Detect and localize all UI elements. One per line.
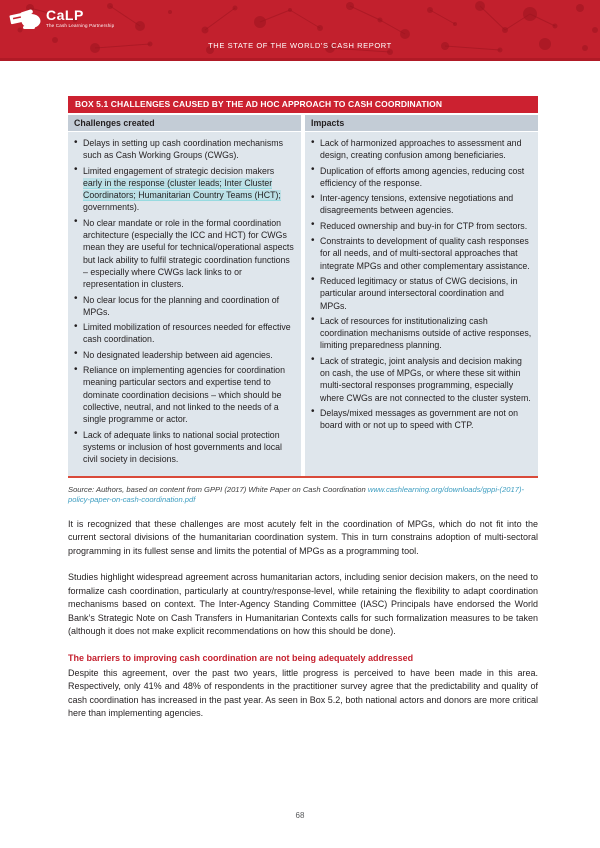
bullet-item: • Constraints to development of quality cash responses for all needs, and of multi-sectoral approaches that integrate MPGs and other complementary assistance. [309, 235, 532, 272]
bullet-item: • Lack of adequate links to national social protection systems or inclusion of host governments and local civil society in decisions. [72, 429, 295, 466]
logo-wordmark: CaLP [46, 7, 84, 23]
source-link[interactable]: www.cashlearning.org/downloads/gppi-(2017)-policy-paper-on-cash-coordination.pdf [68, 485, 525, 505]
paragraph-3: Despite this agreement, over the past two years, little progress is perceived to have been made in this area. Respectively, only 41% and 48% of respondents in the practitioner survey agree that the predictability and quality of cash coordination has increased in the past year. As seen in Box 5.2, both national actors and donors are more critical here than implementing agencies. [68, 667, 538, 719]
box-5-1 [68, 96, 538, 478]
logo-tagline: The Cash Learning Partnership [46, 23, 115, 28]
challenges-column [68, 115, 301, 476]
bullet-item: • Reduced ownership and buy-in for CTP from sectors. [309, 220, 532, 232]
box-title: BOX 5.1 CHALLENGES CAUSED BY THE AD HOC APPROACH TO CASH COORDINATION [68, 96, 538, 113]
bullet-item: • Lack of strategic, joint analysis and decision making on cash, the use of MPGs, or where these sit within multi-sectoral responses programming, especially where CWGs are not connected to the cluster system. [309, 355, 532, 404]
report-title: THE STATE OF THE WORLD'S CASH REPORT [208, 41, 392, 50]
bullet-item: • Delays in setting up cash coordination mechanisms such as Cash Working Groups (CWGs). [72, 137, 295, 162]
bullet-item: • Delays/mixed messages as government are not on board with or not up to speed with CTP. [309, 407, 532, 432]
hand-cash-logo-icon [9, 6, 43, 32]
paragraph-2: Studies highlight widespread agreement across humanitarian actors, including senior decision makers, on the need to formalize cash coordination, particularly at country/response-level, while retaining the flexibility to adapt coordination mechanisms based on context. The Inter-Agency Standing Committee (IASC) Principals have endorsed the World Bank’s Strategic Note on Cash Transfers in Humanitarian Contexts calls for such formalization measures to be taken (although it does not make explicit recommendations on how this should be done). [68, 572, 538, 637]
challenges-impacts-table [68, 115, 538, 478]
page-content [68, 96, 538, 721]
bullet-item: • Reduced legitimacy or status of CWG decisions, in particular around intersectoral coordination and MPGs. [309, 275, 532, 312]
section-subheading: The barriers to improving cash coordination are not being adequately addressed [68, 652, 414, 663]
bullet-item: • No clear locus for the planning and coordination of MPGs. [72, 294, 295, 319]
bullet-item: • Limited mobilization of resources needed for effective cash coordination. [72, 321, 295, 346]
page-number: 68 [295, 811, 305, 820]
bullet-item: • No designated leadership between aid agencies. [72, 349, 295, 361]
bullet-item: • Lack of resources for institutionalizing cash coordination mechanisms outside of active responses, limiting preparedness planning. [309, 315, 532, 352]
column-header-impacts: Impacts [305, 115, 538, 131]
paragraph-1: It is recognized that these challenges are most acutely felt in the coordination of MPGs, which do not fit into the current sectoral divisions of the humanitarian coordination system. This in turn constrains adoption of multi-sectoral programming in its fullest sense and limits the potential of MPGs as a programming tool. [68, 518, 538, 556]
bullet-item: • No clear mandate or role in the formal coordination architecture (especially the ICC and HCT) for CWGs mean they are useful for technical/operational aspects but lack ability to fulfil strategic coordination functions – especially where CWGs lack links to or representation in clusters. [72, 217, 295, 291]
bullet-item: • Inter-agency tensions, extensive negotiations and disagreements between agencies. [309, 192, 532, 217]
source-text: Source: Authors, based on content from GPPI (2017) White Paper on Cash Coordination [68, 485, 368, 495]
bullet-item: • Limited engagement of strategic decision makers early in the response (cluster leads; Inter Cluster Coordinators; Humanitarian Country Teams (HCT); governments). [72, 165, 295, 214]
page-header [0, 0, 600, 61]
bullet-item: • Lack of harmonized approaches to assessment and design, creating confusion among beneficiaries. [309, 137, 532, 162]
challenges-list [68, 132, 301, 476]
impacts-column [305, 115, 538, 476]
impacts-list [305, 132, 538, 476]
highlight-artifact: early in the response (cluster leads; Inter Cluster Coordinators; Humanitarian Country Teams (HCT); [83, 177, 281, 201]
calp-logo [9, 6, 114, 32]
bullet-item: • Reliance on implementing agencies for coordination meaning particular sectors and expertise tend to dominate coordination decisions – which should be collective, neutral, and not linked to the needs of a single programme or actor. [72, 364, 295, 425]
column-header-challenges: Challenges created [68, 115, 301, 131]
bullet-item: • Duplication of efforts among agencies, reducing cost efficiency of the response. [309, 165, 532, 190]
source-note [68, 485, 538, 504]
